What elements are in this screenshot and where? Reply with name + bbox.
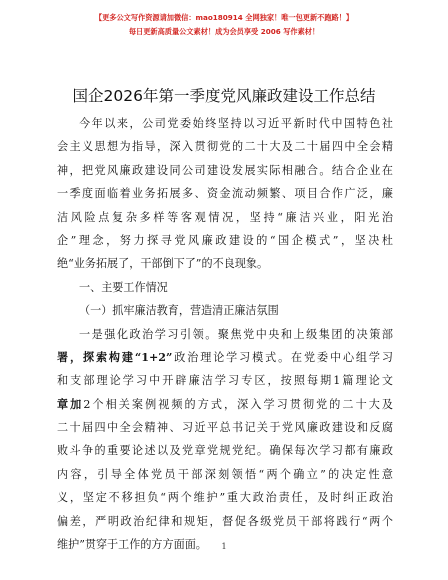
section-heading: 一、主要工作情况: [79, 280, 168, 294]
emphasis-text: 章加: [57, 397, 84, 411]
document-title: 国企2026年第一季度党风廉政建设工作总结: [72, 87, 376, 105]
promo-banner-line-1: 【更多公文写作资源请加微信：mao180914 全网独家！唯一包更新不跑路！】: [94, 13, 354, 22]
intro-paragraph-line: 今年以来，公司党委始终坚持以习近平新时代中国特色社: [79, 117, 393, 130]
paragraph-text: 2个相关案例视频的方式，深入学习贯彻党的二十大及: [83, 397, 393, 411]
page-number: 1: [221, 542, 227, 551]
emphasis-text: 探索构建“1+2”: [82, 350, 173, 364]
paragraph-line: 一是强化政治学习引领。聚焦党中央和上级集团的决策部: [79, 327, 393, 341]
intro-paragraph-line: 企”理念，努力探寻党风廉政建设的“国企模式”，坚决杜: [57, 233, 393, 247]
paragraph-line: [57, 346, 393, 369]
paragraph-line: [57, 393, 393, 416]
paragraph-line: 偏差，严明政治纪律和规矩，督促各级党员干部将践行“两个: [57, 514, 393, 528]
intro-paragraph-line: 绝“业务拓展了，干部倒下了”的不良现象。: [57, 257, 269, 271]
paragraph-line: 败斗争的重要论述以及党章党规党纪。确保每次学习都有廉政: [57, 444, 393, 458]
paragraph-line: 和支部理论学习中开辟廉洁学习专区，按照每期1篇理论文: [57, 374, 393, 388]
intro-paragraph-line: 一季度面临着业务拓展多、资金流动频繁、项目合作广泛，廉: [57, 187, 393, 201]
paragraph-line: 内容，引导全体党员干部深刻领悟“两个确立”的决定性意: [57, 467, 393, 481]
promo-banner-line-2: 每日更新高质量公文素材！成为会员享受 2006 写作素材！: [128, 27, 320, 36]
intro-paragraph-line: 会主义思想为指导，深入贯彻党的二十大及二十届四中全会精: [57, 140, 393, 154]
paragraph-text: 政治理论学习模式。在党委中心组学习: [172, 350, 393, 364]
paragraph-line: 二十届四中全会精神、习近平总书记关于党风廉政建设和反腐: [57, 421, 393, 435]
subsection-heading: （一）抓牢廉洁教育，营造清正廉洁氛围: [79, 304, 279, 318]
emphasis-text: 署，: [57, 350, 83, 364]
intro-paragraph-line: 洁风险点复杂多样等客观情况，坚持“廉洁兴业，阳光治: [57, 210, 393, 224]
paragraph-line: 维护”贯穿于工作的方方面面。: [57, 538, 207, 552]
paragraph-line: 义，坚定不移担负“两个维护”重大政治责任，及时纠正政治: [57, 491, 393, 505]
intro-paragraph-line: 神，把党风廉政建设同公司建设发展实际相融合。结合企业在: [57, 163, 393, 177]
document-body: [57, 112, 393, 556]
